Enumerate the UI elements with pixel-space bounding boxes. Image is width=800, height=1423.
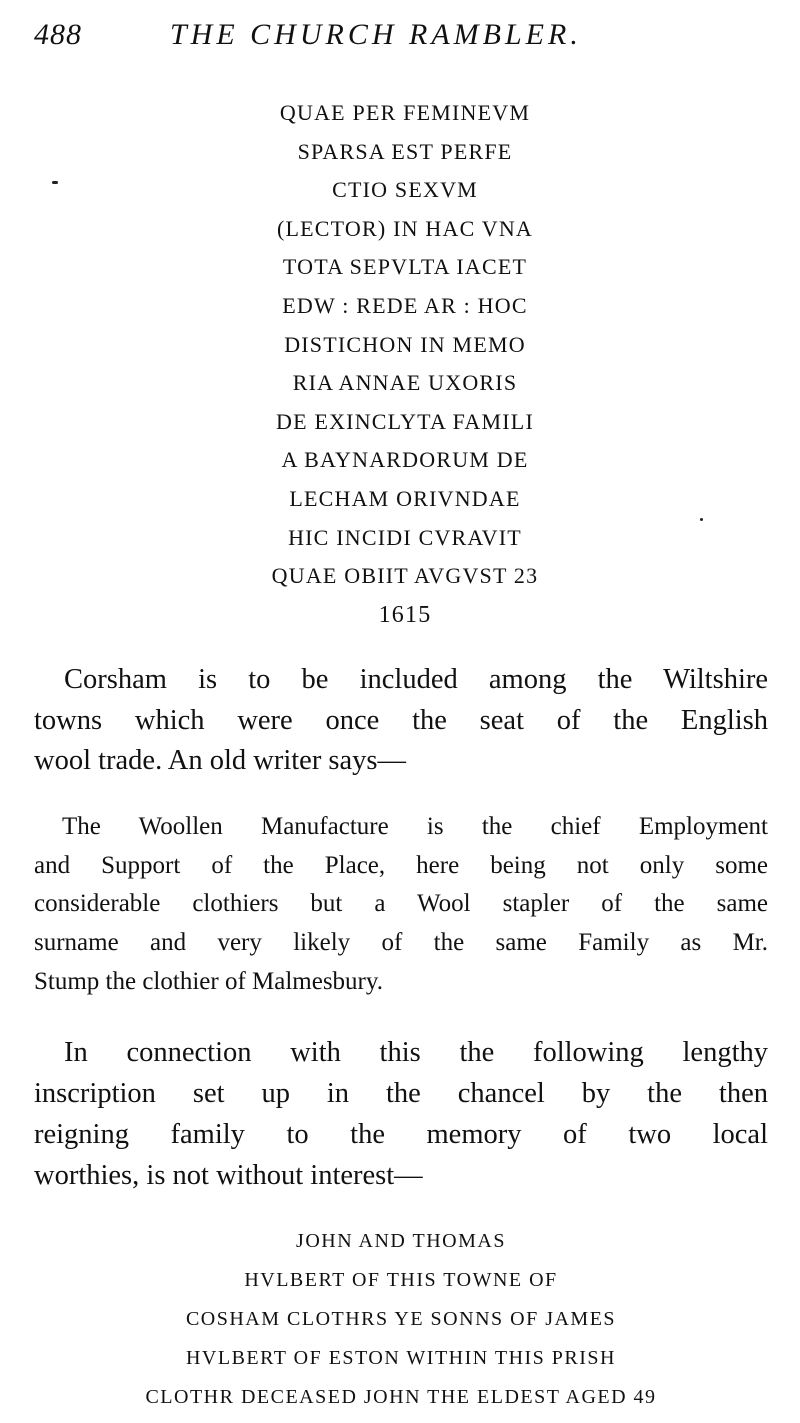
inscription-line: HVLBERT OF THIS TOWNE OF (244, 1269, 558, 1291)
body-paragraph (34, 660, 768, 782)
inscription-line: SPARSA EST PERFE (297, 138, 513, 164)
inscription-line: HIC INCIDI CVRAVIT (288, 524, 522, 550)
page-header (34, 18, 764, 58)
print-speck (700, 518, 703, 521)
inscription-line: HVLBERT OF ESTON WITHIN THIS PRISH (185, 1347, 616, 1369)
inscription-line: TOTA SEPVLTA IACET (282, 254, 528, 280)
paragraph-line: and Support of the Place, here being not only some (34, 851, 768, 879)
inscription-line: JOHN AND THOMAS (296, 1230, 506, 1252)
print-speck (52, 181, 58, 184)
inscription-line: QUAE PER FEMINEVM (279, 100, 531, 125)
paragraph-line: reigning family to the memory of two local (34, 1119, 768, 1150)
inscription-line: QUAE OBIIT AVGVST 23 (271, 563, 539, 589)
running-head: THE CHURCH RAMBLER. (170, 18, 582, 51)
paragraph-line: towns which were once the seat of the English (34, 704, 768, 736)
inscription-line: A BAYNARDORUM DE (281, 447, 529, 473)
inscription-line: (LECTOR) IN HAC VNA (276, 215, 534, 241)
paragraph-line: worthies, is not without interest— (34, 1160, 423, 1191)
inscription-line: COSHAM CLOTHRS YE SONNS OF JAMES (185, 1308, 617, 1330)
inscription-line: LECHAM ORIVNDAE (289, 485, 521, 511)
paragraph-line: In connection with this the following lengthy (64, 1037, 768, 1068)
paragraph-line: Stump the clothier of Malmesbury. (34, 967, 384, 995)
paragraph-line: The Woollen Manufacture is the chief Employment (62, 813, 768, 840)
inscription-line: CLOTHR DECEASED JOHN THE ELDEST AGED 49 (145, 1386, 657, 1408)
paragraph-line: inscription set up in the chancel by the then (34, 1078, 768, 1109)
inscription-line: EDW : REDE AR : HOC (282, 292, 528, 318)
paragraph-line: wool trade. An old writer says— (34, 745, 407, 776)
paragraph-line: surname and very likely of the same Family as Mr. (34, 929, 768, 957)
paragraph-line: considerable clothiers but a Wool stapler of the same (34, 890, 768, 918)
inscription-line: CTIO SEXVM (332, 177, 478, 203)
page-number: 488 (34, 18, 82, 51)
quoted-paragraph (34, 808, 768, 1002)
inscription-line: DISTICHON IN MEMO (284, 331, 526, 357)
inscription-line: DE EXINCLYTA FAMILI (276, 408, 534, 434)
memorial-inscription (34, 1222, 768, 1417)
body-paragraph (34, 1032, 768, 1196)
inscription-year: 1615 (378, 601, 432, 628)
paragraph-line: Corsham is to be included among the Wiltshire (64, 664, 768, 695)
inscription-line: RIA ANNAE UXORIS (292, 370, 518, 396)
latin-inscription (230, 94, 580, 634)
